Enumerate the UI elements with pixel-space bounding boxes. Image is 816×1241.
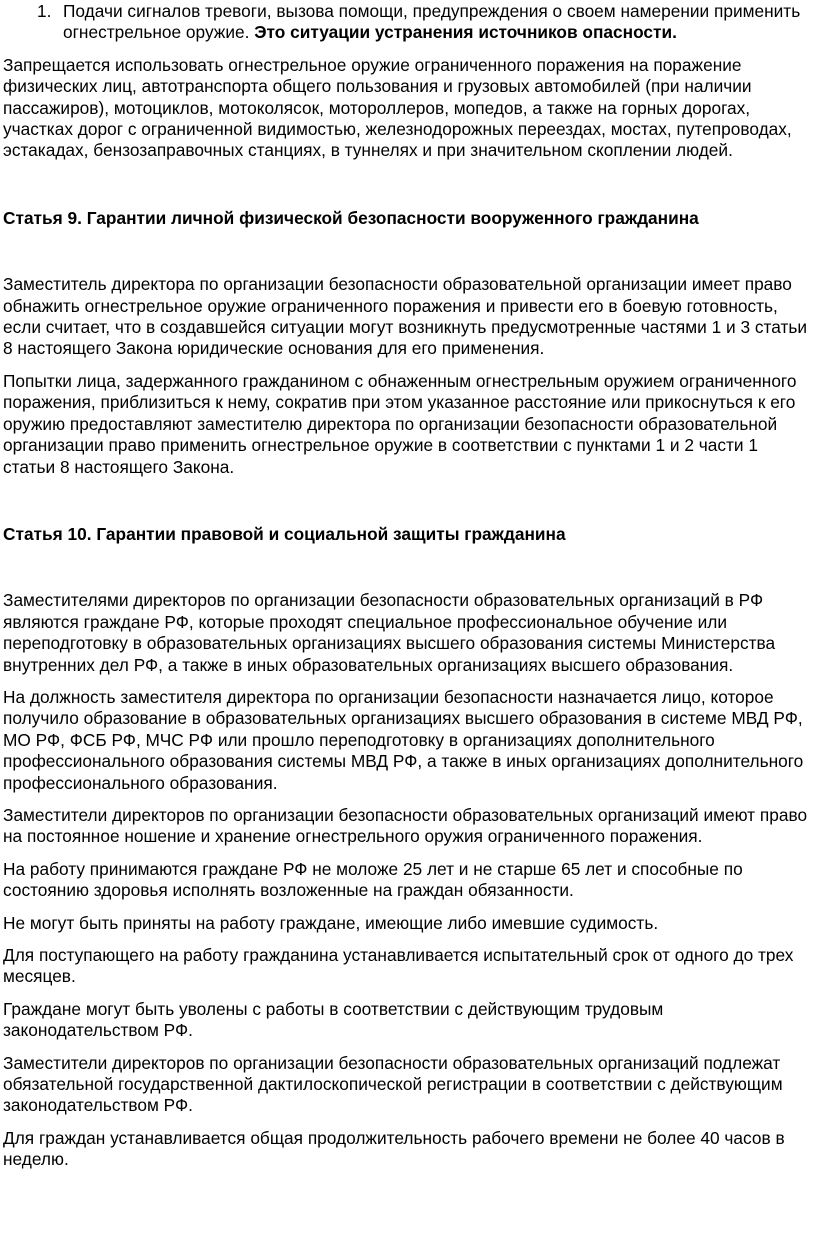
article-10-paragraph: Заместители директоров по организации безопасности образовательных организаций подлежат обязательной государственной дактилоскопической регистрации в соответствии с действующим законодательством РФ. <box>3 1052 783 1116</box>
article-10-paragraph: На должность заместителя директора по организации безопасности назначается лицо, которое получило образование в образовательных организациях высшего образования в системе МВД РФ, МО РФ, ФСБ РФ, МЧС РФ или прошло переподготовку в организациях дополнительного профессионального образования системы МВД РФ, а также в иных организациях дополнительного профессионального образования. <box>3 686 804 793</box>
article-10-paragraph: Не могут быть приняты на работу граждане, имеющие либо имевшие судимость. <box>3 912 659 933</box>
article-10-paragraph: Заместители директоров по организации безопасности образовательных организаций имеют право на постоянное ношение и хранение огнестрельного оружия ограниченного поражения. <box>3 804 808 847</box>
article-9-heading: Статья 9. Гарантии личной физической безопасности вооруженного гражданина <box>3 207 699 228</box>
article-10-paragraph: Для граждан устанавливается общая продолжительность рабочего времени не более 40 часов в неделю. <box>3 1127 785 1170</box>
article-10-paragraph: Граждане могут быть уволены с работы в соответствии с действующим трудовым законодательством РФ. <box>3 998 664 1041</box>
paragraph-prohibition: Запрещается использовать огнестрельное оружие ограниченного поражения на поражение физических лиц, автотранспорта общего пользования и грузовых автомобилей (при наличии пассажиров), мотоциклов, мотоколясок, мотороллеров, мопедов, а также на горных дорогах, участках дорог с ограниченной видимостью, железнодорожных переездах, мостах, путепроводах, эстакадах, бензозаправочных станциях, в туннелях и при значительном скоплении людей. <box>3 54 792 161</box>
article-9-paragraph-2: Попытки лица, задержанного гражданином с обнаженным огнестрельным оружием ограниченного поражения, приблизиться к нему, сократив при этом указанное расстояние или прикоснуться к его оружию предоставляют заместителю директора по организации безопасности образовательной организации право применить огнестрельное оружие в соответствии с пунктами 1 и 2 части 1 статьи 8 настоящего Закона. <box>3 370 797 477</box>
article-9-paragraph-1: Заместитель директора по организации безопасности образовательной организации имеет право обнажить огнестрельное оружие ограниченного поражения и привести его в боевую готовность, если считает, что в создавшейся ситуации могут возникнуть предусмотренные частями 1 и 3 статьи 8 настоящего Закона юридические основания для его применения. <box>3 274 808 359</box>
list-item-number: 1. <box>37 1 52 21</box>
list-item-bold-text: Это ситуации устранения источников опасности. <box>254 22 677 43</box>
article-10-heading: Статья 10. Гарантии правовой и социальной защиты гражданина <box>3 523 566 544</box>
list-item-text: Подачи сигналов тревоги, вызова помощи, предупреждения о своем намерении применить огнестрельное оружие. <box>63 1 801 43</box>
list-item-1 <box>3 1 810 44</box>
article-10-paragraph: На работу принимаются граждане РФ не моложе 25 лет и не старше 65 лет и способные по состоянию здоровья исполнять возложенные на граждан обязанности. <box>3 858 743 901</box>
article-10-paragraph: Для поступающего на работу гражданина устанавливается испытательный срок от одного до трех месяцев. <box>3 945 794 987</box>
article-10-paragraph: Заместителями директоров по организации безопасности образовательных организаций в РФ являются граждане РФ, которые проходят специальное профессиональное обучение или переподготовку в образовательных организациях высшего образования системы Министерства внутренних дел РФ, а также в иных образовательных организациях высшего образования. <box>3 590 776 675</box>
